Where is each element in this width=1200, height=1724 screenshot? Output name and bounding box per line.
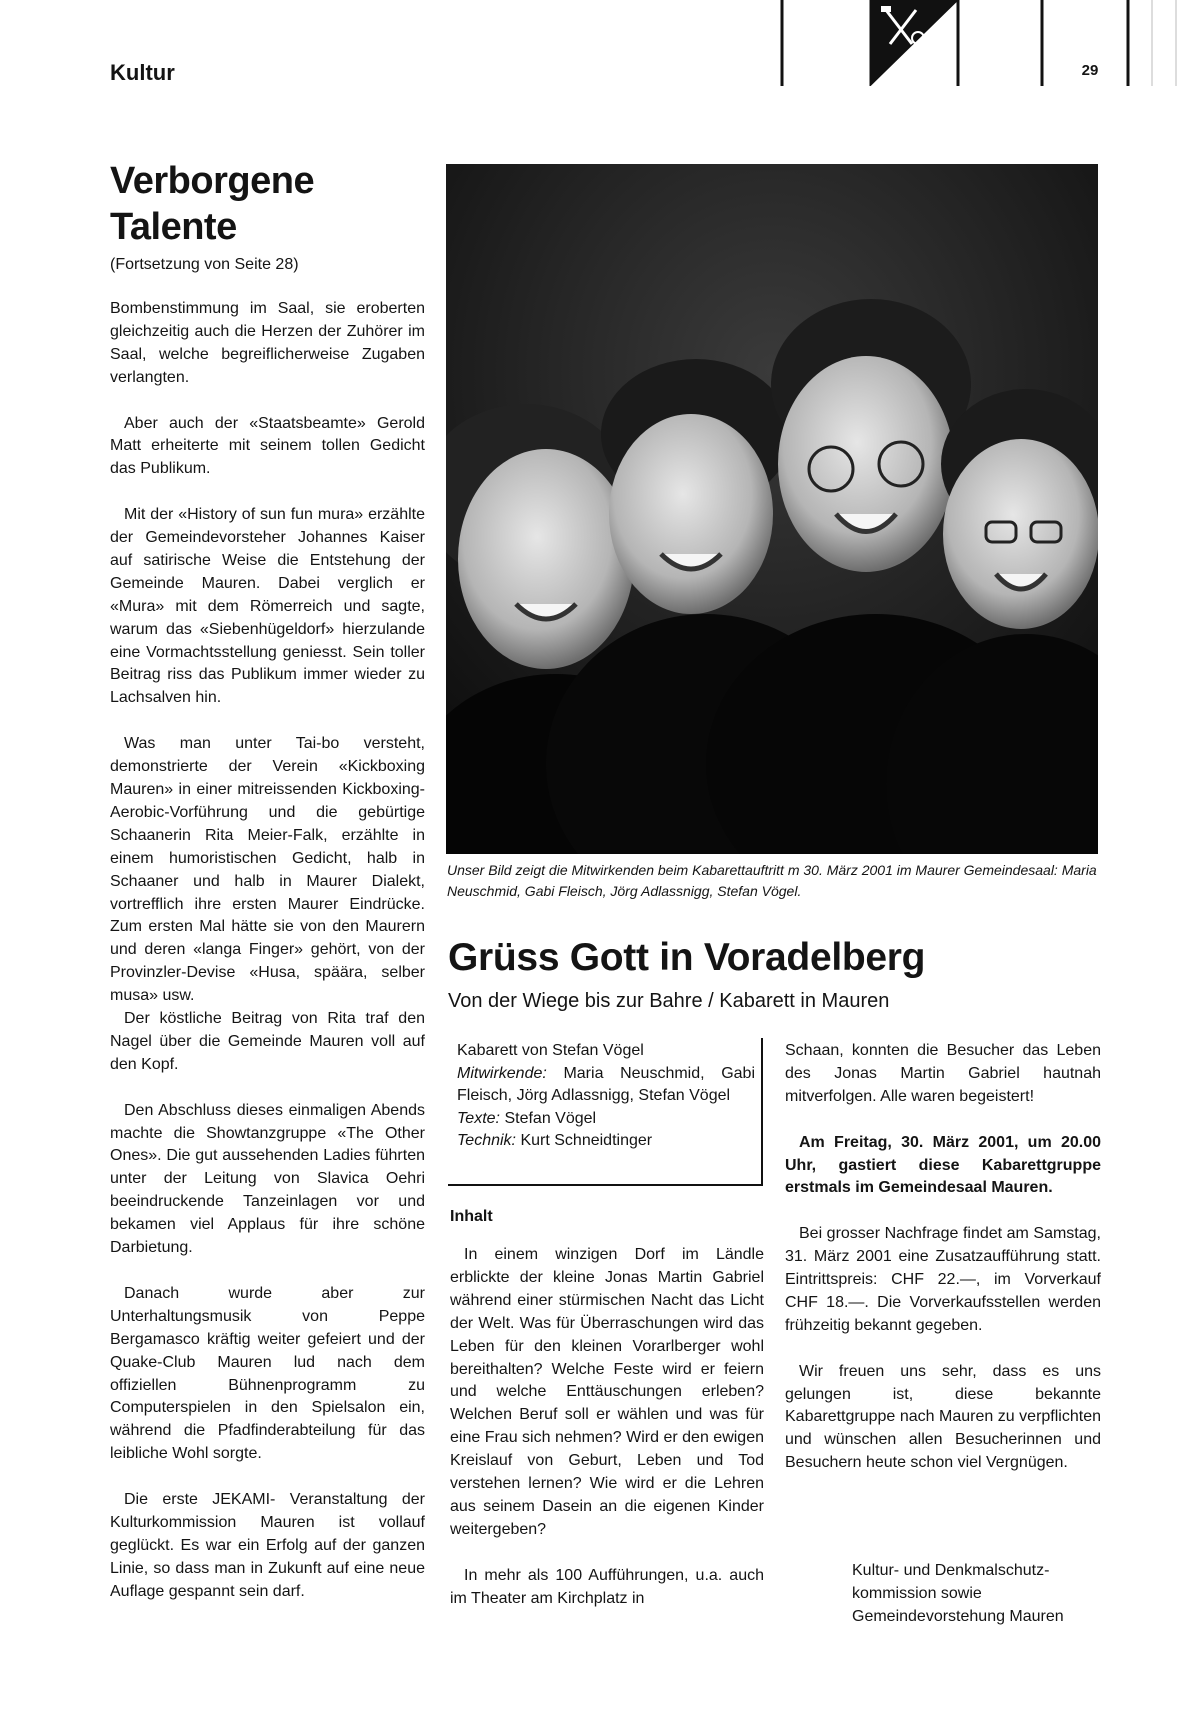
page-number: 29 [1081, 62, 1099, 79]
inhalt-heading: Inhalt [450, 1208, 493, 1225]
paragraph: Die erste JEKAMI- Veranstaltung der Kulturkommission Mauren ist vollauf geglückt. Es war ein Erfolg auf der ganzen Linie, so dass man in Zukunft auf eine neue Auflage gespannt sein darf. [110, 1491, 425, 1600]
signature [852, 1560, 1102, 1629]
paragraph: Was man unter Tai-bo versteht, demonstrierte der Verein «Kickboxing Mauren» in einer mitreissenden Kickboxing-Aerobic-Vorführung und die gebürtige Schaanerin Rita Meier-Falk, erzählte in einem humoristischen Gedicht, halb in Schaaner und halb in Maurer Dialekt, vortrefflich ihre ersten Maurer Eindrücke. Zum ersten Mal hätte sie von den Maurern und deren «langa Finger» gehört, von der Provinzler-Devise «Husa, späära, selber musa» usw. [110, 735, 425, 1005]
paragraph: Der köstliche Beitrag von Rita traf den Nagel über die Gemeinde Mauren voll auf den Kopf. [110, 1010, 425, 1073]
article2-subtitle: Von der Wiege bis zur Bahre / Kabarett in Mauren [448, 990, 890, 1012]
continuation-note: (Fortsetzung von Seite 28) [110, 256, 299, 273]
article2-title: Grüss Gott in Voradelberg [448, 936, 926, 979]
photo-caption: Unser Bild zeigt die Mitwirkenden beim Kabarettauftritt m 30. März 2001 im Maurer Gemeindesaal: Maria Neuschmid, Gabi Fleisch, Jörg Adlassnigg, Stefan Vögel. [447, 862, 1097, 899]
credit-mitwirkende: Mitwirkende: Maria Neuschmid, Gabi Fleisch, Jörg Adlassnigg, Stefan Vögel [457, 1064, 755, 1104]
paragraph: Bei grosser Nachfrage findet am Samstag, 31. März 2001 eine Zusatzaufführung statt. Eintrittspreis: CHF 22.—, im Vorverkauf CHF 18.—. Die Vorverkaufsstellen werden frühzeitig bekannt gegeben. [785, 1225, 1101, 1334]
credit-kabarett: Kabarett von Stefan Vögel [457, 1042, 644, 1059]
article1-title: Verborgene Talente [110, 160, 315, 248]
paragraph: Danach wurde aber zur Unterhaltungsmusik von Peppe Bergamasco kräftig weiter gefeiert und der Quake-Club Mauren lud nach dem offiziellen Bühnenprogramm zu Computerspielen in den Spielsalon ein, während die Pfadfinderabteilung für das leibliche Wohl sorgte. [110, 1284, 425, 1463]
crossed-tools-icon [876, 4, 946, 54]
header-bar [780, 0, 1200, 86]
paragraph: Schaan, konnten die Besucher das Leben des Jonas Martin Gabriel hautnah mitverfolgen. Alle waren begeistert! [785, 1042, 1101, 1105]
article2-right-column [785, 1040, 1101, 1498]
group-photo-illustration [446, 164, 1098, 854]
paragraph: Bombenstimmung im Saal, sie eroberten gleichzeitig auch die Herzen der Zuhörer im Saal, welche begreiflicherweise Zugaben verlangten. [110, 300, 425, 386]
credit-texte: Texte: Stefan Vögel [457, 1109, 597, 1127]
paragraph: Wir freuen uns sehr, dass es uns gelungen ist, diese bekannte Kabarettgruppe nach Mauren zu verpflichten und wünschen allen Besucherinnen und Besuchern heute schon viel Vergnügen. [785, 1362, 1101, 1472]
group-photo [446, 164, 1098, 854]
credits-box [448, 1038, 763, 1186]
article2-inhalt-body [450, 1244, 764, 1633]
paragraph: In mehr als 100 Aufführungen, u.a. auch im Theater am Kirchplatz in [450, 1566, 764, 1607]
paragraph: Aber auch der «Staatsbeamte» Gerold Matt erheiterte mit seinem tollen Gedicht das Publikum. [110, 414, 425, 478]
paragraph: Den Abschluss dieses einmaligen Abends machte die Showtanzgruppe «The Other Ones». Die gut aussehenden Ladies führten unter der Leitung von Slavica Oehri beeindruckende Tanzeinlagen vor und bekamen viel Applaus für ihre schöne Darbietung. [110, 1101, 425, 1257]
credit-technik: Technik: Kurt Schneidtinger [457, 1132, 653, 1149]
paragraph: In einem winzigen Dorf im Ländle erblickte der kleine Jonas Martin Gabriel während einer stürmischen Nacht das Licht der Welt. Was für Überraschungen wird das Leben für den kleinen Vorarlberger wohl bereithalten? Welche Feste wird er feiern und welche Enttäuschungen erleben? Welchen Beruf soll er wählen und was für eine Frau sich nehmen? Wird er den ewigen Kreislauf von Geburt, Leben und Tod verstehen lernen? Wie wird er die Lehren aus seinem Dasein an die eigenen Kinder weitergeben? [450, 1246, 764, 1538]
header-bar-graphic [780, 0, 1200, 86]
article1-body [110, 298, 425, 1626]
signature-line: kommission sowie [852, 1584, 982, 1602]
paragraph: Mit der «History of sun fun mura» erzählte der Gemeindevorsteher Johannes Kaiser auf satirische Weise die Entstehung der Gemeinde Mauren. Dabei verglich er «Mura» mit dem Römerreich und sagte, warum das «Siebenhügeldorf» hierzulande eine Vormachtsstellung geniesst. Sein toller Beitrag riss das Publikum immer wieder zu Lachsalven hin. [110, 506, 425, 707]
signature-line: Gemeindevorstehung Mauren [852, 1607, 1064, 1625]
section-label: Kultur [110, 60, 175, 85]
event-announcement: Am Freitag, 30. März 2001, um 20.00 Uhr, gastiert diese Kabarettgruppe erstmals im Gemeindesaal Mauren. [785, 1133, 1101, 1197]
signature-line: Kultur- und Denkmalschutz- [852, 1562, 1050, 1579]
